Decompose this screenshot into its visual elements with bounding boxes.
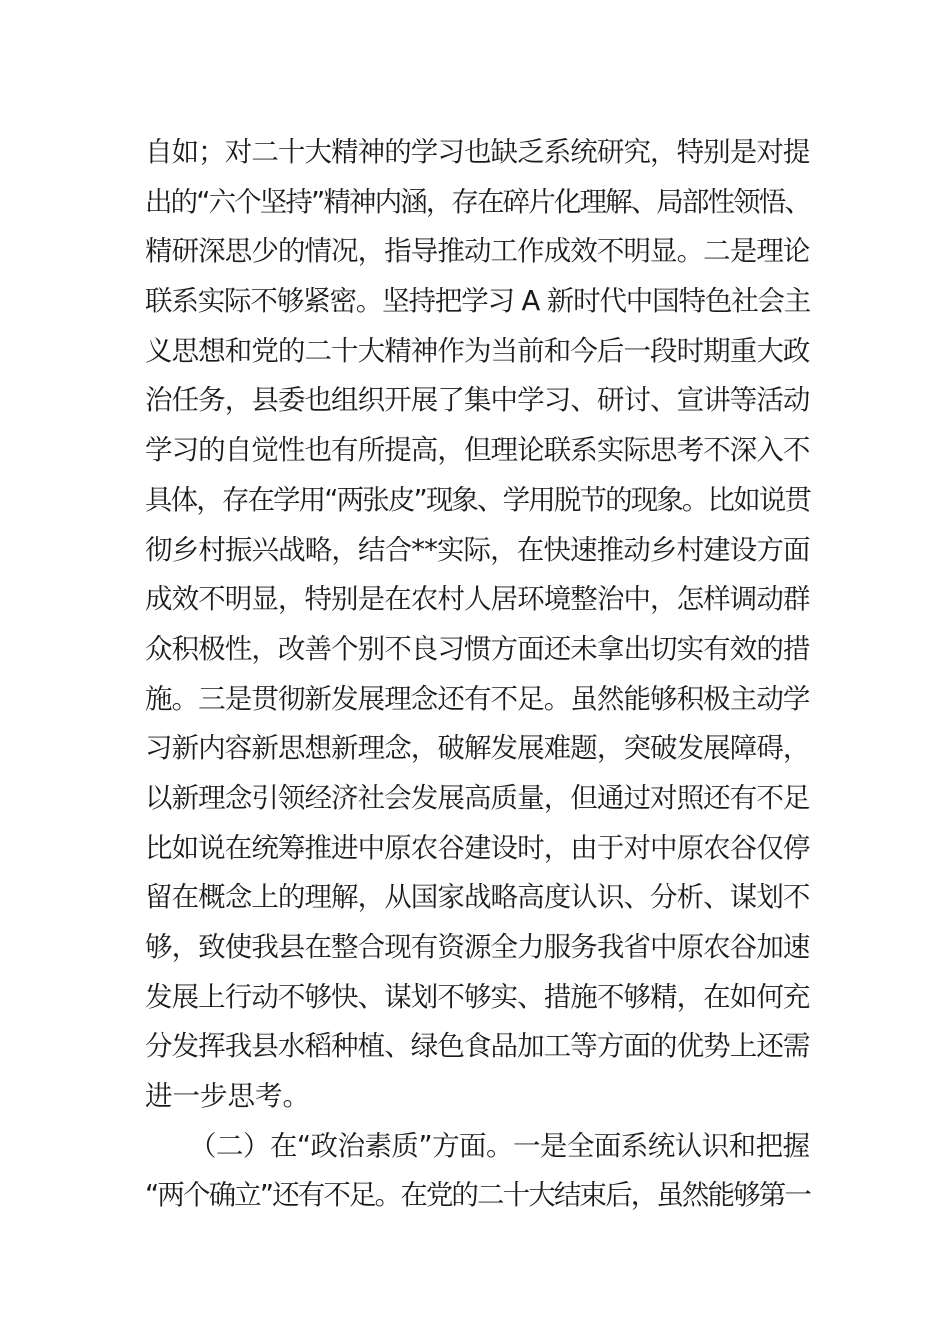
text-line: 众积极性，改善个别不良习惯方面还未拿出切实有效的措 (145, 632, 810, 665)
text-line: 发展上行动不够快、谋划不够实、措施不够精，在如何充 (145, 980, 810, 1013)
text-line: 成效不明显，特别是在农村人居环境整治中，怎样调动群 (145, 583, 810, 616)
text-line: 学习的自觉性也有所提高，但理论联系实际思考不深入不 (145, 434, 810, 467)
text-line: 习新内容新思想新理念，破解发展难题，突破发展障碍， (145, 732, 810, 765)
text-line: 以新理念引领经济社会发展高质量，但通过对照还有不足 (145, 781, 810, 814)
text-line: 义思想和党的二十大精神作为当前和今后一段时期重大政 (145, 334, 810, 367)
text-line: 联系实际不够紧密。坚持把学习 A 新时代中国特色社会主 (145, 285, 811, 318)
text-line: （二）在“政治素质”方面。一是全面系统认识和把握 (189, 1129, 810, 1162)
text-line: 比如说在统筹推进中原农谷建设时，由于对中原农谷仅停 (145, 831, 810, 864)
document-body (145, 128, 810, 1221)
text-line: 够，致使我县在整合现有资源全力服务我省中原农谷加速 (145, 931, 810, 963)
text-line: 进一步思考。 (145, 1080, 310, 1113)
paragraph-1 (145, 128, 810, 1122)
text-line: 治任务，县委也组织开展了集中学习、研讨、宣讲等活动 (145, 384, 810, 417)
text-line: 施。三是贯彻新发展理念还有不足。虽然能够积极主动学 (145, 682, 810, 715)
text-line: 具体，存在学用“两张皮”现象、学用脱节的现象。比如说贯 (145, 483, 810, 516)
text-line: 自如；对二十大精神的学习也缺乏系统研究，特别是对提 (145, 136, 810, 168)
text-line: 分发挥我县水稻种植、绿色食品加工等方面的优势上还需 (145, 1030, 810, 1063)
text-line: 彻乡村振兴战略，结合**实际，在快速推动乡村建设方面 (145, 533, 810, 566)
text-line: “两个确立”还有不足。在党的二十大结束后，虽然能够第一 (145, 1179, 810, 1212)
text-line: 留在概念上的理解，从国家战略高度认识、分析、谋划不 (145, 881, 810, 914)
text-line: 精研深思少的情况，指导推动工作成效不明显。二是理论 (145, 235, 810, 268)
text-line: 出的“六个坚持”精神内涵，存在碎片化理解、局部性领悟、 (145, 185, 810, 218)
paragraph-2 (145, 1122, 810, 1221)
